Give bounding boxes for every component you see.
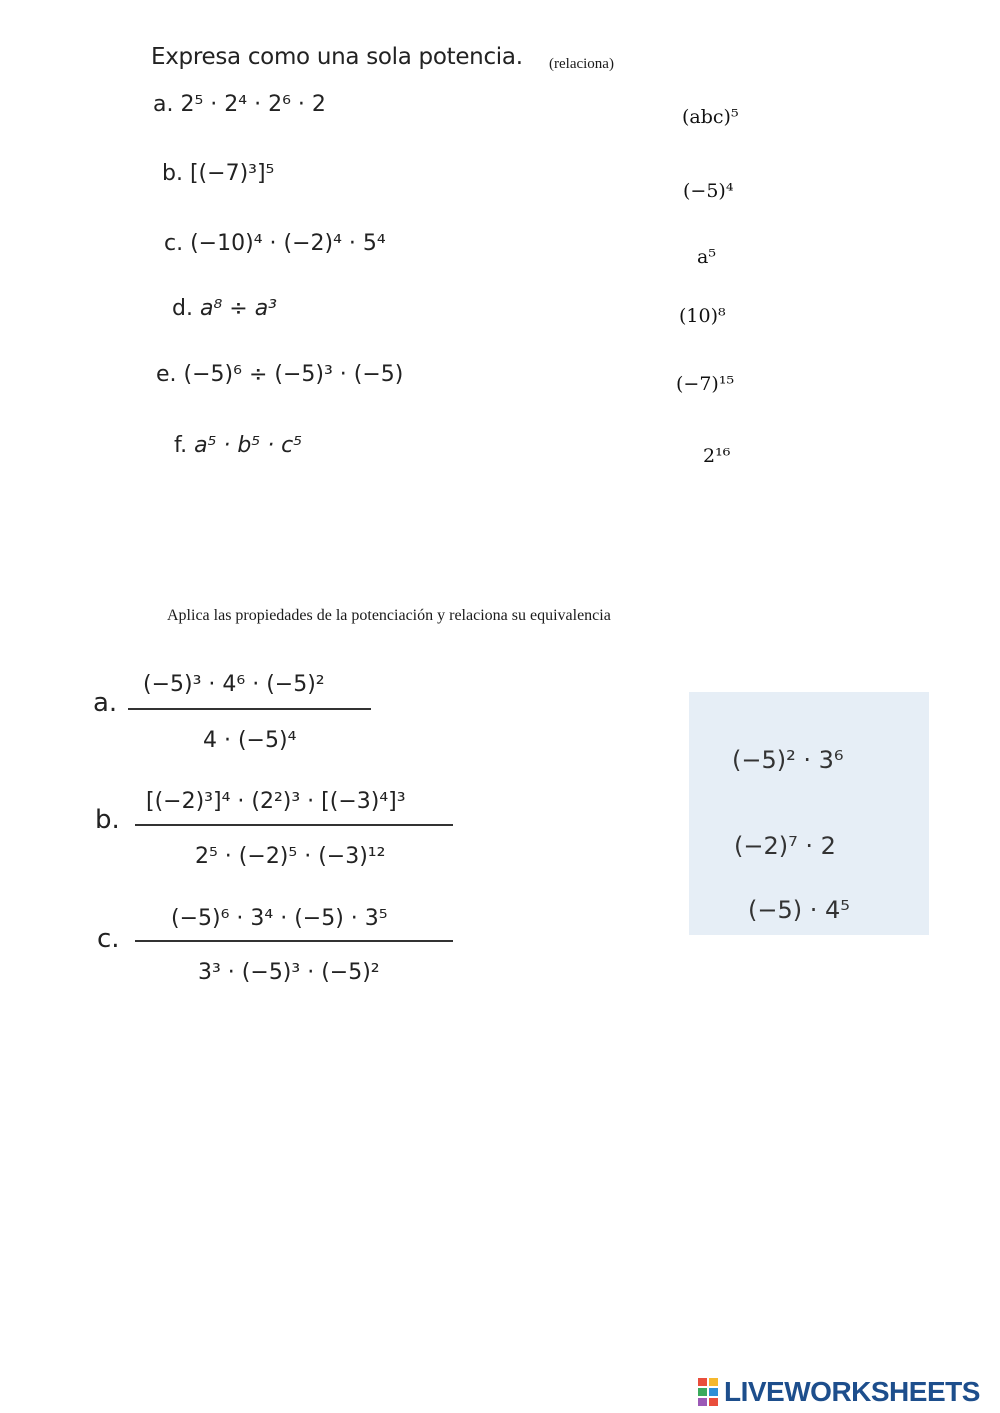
exercise-label: a. [153,92,174,117]
answer-option-4[interactable]: (10)⁸ [679,305,726,327]
exercise-c [164,231,386,256]
box-answer-1[interactable]: (−5)² · 3⁶ [732,746,844,774]
fraction-b-denominator: 2⁵ · (−2)⁵ · (−3)¹² [195,844,386,869]
exercise-e [156,362,403,387]
answer-box [689,692,929,935]
answer-option-6[interactable]: 2¹⁶ [703,445,731,467]
answer-option-5[interactable]: (−7)¹⁵ [676,373,735,395]
exercise-expression: 2⁵ · 2⁴ · 2⁶ · 2 [180,92,326,117]
exercise-label: c. [164,231,184,256]
fraction-b-bar [135,824,453,826]
exercise-a [153,92,326,117]
fraction-c-numerator: (−5)⁶ · 3⁴ · (−5) · 3⁵ [171,906,388,931]
fraction-a-numerator: (−5)³ · 4⁶ · (−5)² [143,672,325,697]
exercise-expression: (−10)⁴ · (−2)⁴ · 5⁴ [190,231,386,256]
logo-icon [698,1378,720,1406]
fraction-a-denominator: 4 · (−5)⁴ [203,728,297,753]
exercise-d [172,296,277,321]
exercise-b [162,161,274,186]
fraction-c-bar [135,940,453,942]
box-answer-3[interactable]: (−5) · 4⁵ [748,896,850,924]
exercise-expression: a⁵ · b⁵ · c⁵ [194,433,303,458]
fraction-b-numerator: [(−2)³]⁴ · (2²)³ · [(−3)⁴]³ [146,789,406,814]
fraction-label-c: c. [97,924,120,954]
logo-text: LIVEWORKSHEETS [724,1376,980,1407]
section2-title: Aplica las propiedades de la potenciación y relaciona su equivalencia [167,607,611,624]
liveworksheets-logo[interactable] [698,1376,980,1408]
exercise-label: f. [174,433,188,458]
fraction-c-denominator: 3³ · (−5)³ · (−5)² [198,960,380,985]
fraction-label-a: a. [93,688,118,718]
exercise-expression: (−5)⁶ ÷ (−5)³ · (−5) [183,362,404,387]
answer-option-2[interactable]: (−5)⁴ [683,180,734,202]
section1-note: (relaciona) [549,56,614,72]
exercise-f [174,433,302,458]
exercise-label: d. [172,296,193,321]
exercise-expression: [(−7)³]⁵ [189,161,275,186]
answer-option-1[interactable]: (abc)⁵ [682,106,739,128]
exercise-expression: a⁸ ÷ a³ [199,296,277,321]
fraction-a-bar [128,708,371,710]
exercise-label: e. [156,362,177,387]
box-answer-2[interactable]: (−2)⁷ · 2 [734,832,836,860]
section1-title: Expresa como una sola potencia. [151,44,523,70]
answer-option-3[interactable]: a⁵ [697,246,716,268]
exercise-label: b. [162,161,183,186]
fraction-label-b: b. [95,805,120,835]
